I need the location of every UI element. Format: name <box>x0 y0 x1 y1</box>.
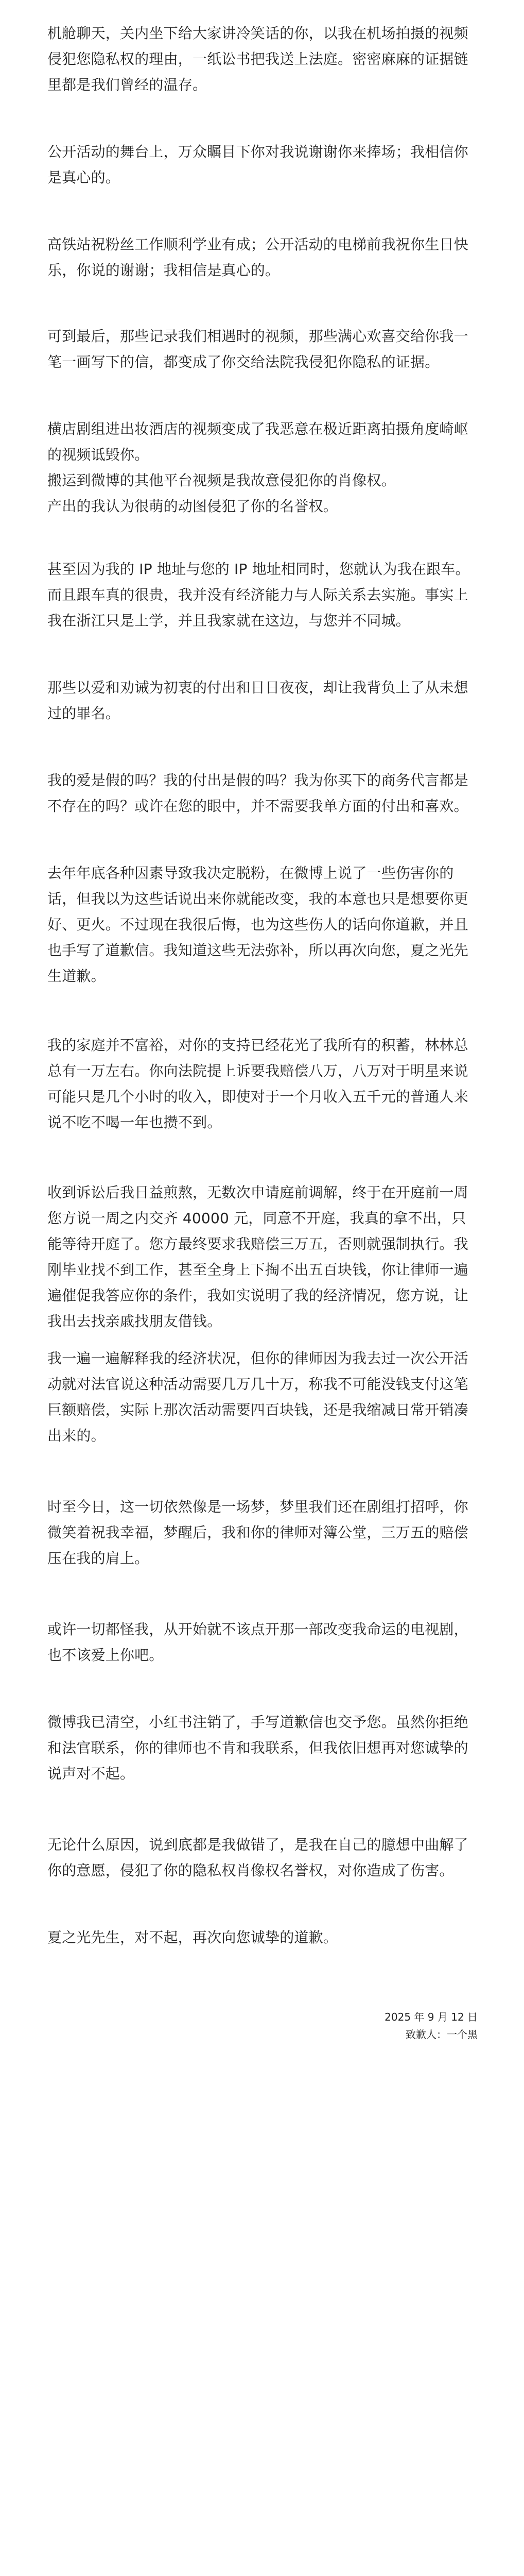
paragraph-8: 甚至因为我的 IP 地址与您的 IP 地址相同时，您就认为我在跟车。而且跟车真的很贵，我并没有经济能力与人际关系去实施。事实上我在浙江只是上学，并且我家就在这边，与您并不同城。 <box>47 561 470 629</box>
paragraph-2: 公开活动的舞台上，万众瞩目下你对我说谢谢你来捧场；我相信你是真心的。 <box>47 143 468 186</box>
paragraph-13: 收到诉讼后我日益煎熬，无数次申请庭前调解，终于在开庭前一周您方说一周之内交齐 40000 元，同意不开庭，我真的拿不出，只能等待开庭了。您方最终要求我赔偿三万五，否则就强制执行。我刚毕业找不到工作，甚至全身上下掏不出五百块钱，你让律师一遍遍催促我答应你的条件，我如实说明了我的经济情况，您方说，让我出去找亲戚找朋友借钱。 <box>47 1184 468 1330</box>
paragraph-5: 横店剧组进出妆酒店的视频变成了我恶意在极近距离拍摄角度崎岖的视频诋毁你。 <box>47 420 468 463</box>
signature-date: 2025 年 9 月 12 日 <box>385 2011 478 2023</box>
signature-author: 致歉人：一个黑 <box>406 2028 478 2041</box>
paragraph-4: 可到最后，那些记录我们相遇时的视频，那些满心欢喜交给你我一笔一画写下的信，都变成了你交给法院我侵犯你隐私的证据。 <box>47 328 468 370</box>
paragraph-18: 无论什么原因，说到底都是我做错了，是我在自己的臆想中曲解了你的意愿，侵犯了你的隐私权肖像权名誉权，对你造成了伤害。 <box>47 1836 468 1879</box>
paragraph-16: 或许一切都怪我，从开始就不该点开那一部改变我命运的电视剧，也不该爱上你吧。 <box>47 1621 468 1664</box>
paragraph-10: 我的爱是假的吗？我的付出是假的吗？我为你买下的商务代言都是不存在的吗？或许在您的眼中，并不需要我单方面的付出和喜欢。 <box>47 772 468 815</box>
paragraph-15: 时至今日，这一切依然像是一场梦，梦里我们还在剧组打招呼，你微笑着祝我幸福，梦醒后，我和你的律师对簿公堂，三万五的赔偿压在我的肩上。 <box>47 1498 468 1567</box>
paragraph-6: 搬运到微博的其他平台视频是我故意侵犯你的肖像权。 <box>47 472 396 489</box>
paragraph-12: 我的家庭并不富裕，对你的支持已经花光了我所有的积蓄，林林总总有一万左右。你向法院提上诉要我赔偿八万，八万对于明星来说可能只是几个小时的收入，即使对于一个月收入五千元的普通人来说不吃不喝一年也攒不到。 <box>47 1037 468 1131</box>
paragraph-11: 去年年底各种因素导致我决定脱粉，在微博上说了一些伤害你的话，但我以为这些话说出来你就能改变，我的本意也只是想要你更好、更火。不过现在我很后悔，也为这些伤人的话向你道歉，并且也手写了道歉信。我知道这些无法弥补，所以再次向您，夏之光先生道歉。 <box>47 865 468 985</box>
paragraph-7: 产出的我认为很萌的动图侵犯了你的名誉权。 <box>47 498 338 515</box>
paragraph-14: 我一遍一遍解释我的经济状况，但你的律师因为我去过一次公开活动就对法官说这种活动需要几万几十万，称我不可能没钱支付这笔巨额赔偿，实际上那次活动需要四百块钱，还是我缩减日常开销凑出来的。 <box>47 1350 468 1444</box>
paragraph-1: 机舱聊天，关内坐下给大家讲冷笑话的你，以我在机场拍摄的视频侵犯您隐私权的理由，一纸讼书把我送上法庭。密密麻麻的证据链里都是我们曾经的温存。 <box>47 25 468 93</box>
paragraph-9: 那些以爱和劝诫为初衷的付出和日日夜夜，却让我背负上了从未想过的罪名。 <box>47 679 468 722</box>
paragraph-3: 高铁站祝粉丝工作顺利学业有成；公开活动的电梯前我祝你生日快乐，你说的谢谢；我相信是真心的。 <box>47 236 468 279</box>
paragraph-19: 夏之光先生，对不起，再次向您诚挚的道歉。 <box>47 1929 338 1946</box>
paragraph-17: 微博我已清空，小红书注销了，手写道歉信也交予您。虽然你拒绝和法官联系，你的律师也不肯和我联系，但我依旧想再对您诚挚的说声对不起。 <box>47 1714 468 1782</box>
